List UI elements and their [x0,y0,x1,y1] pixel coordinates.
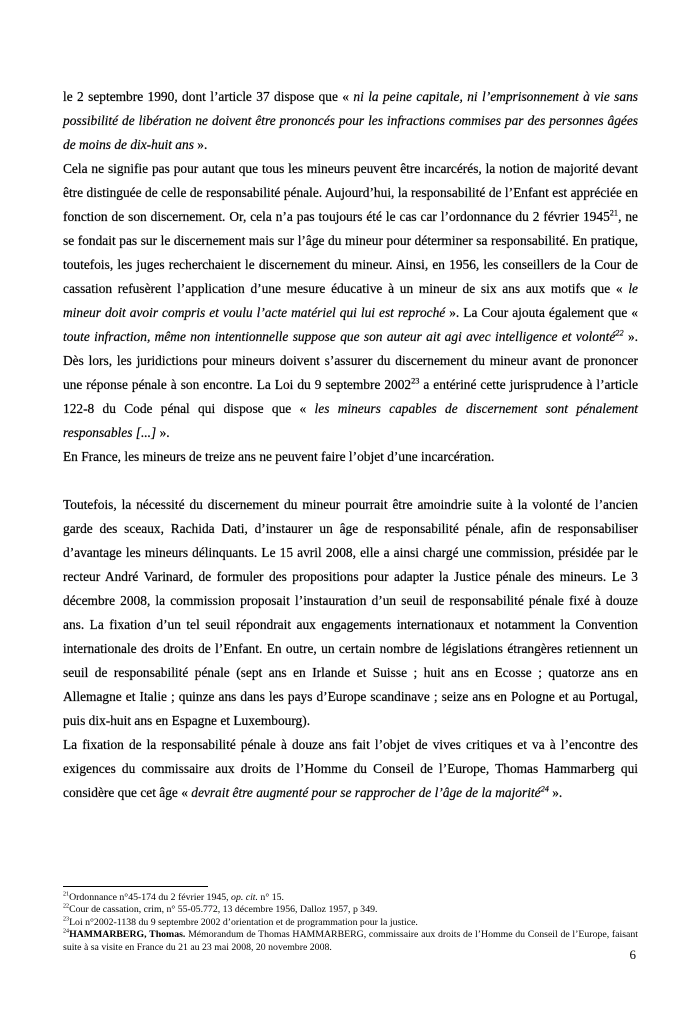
paragraph-intro [63,85,638,157]
footnote-text: Cour de cassation, crim, n° 55-05.772, 13 décembre 1956, Dalloz 1957, p 349. [69,904,378,916]
footnote-22 [63,904,638,916]
paragraph-gap [63,469,638,493]
footnote-21 [63,892,638,904]
text-run: Cela ne signifie pas pour autant que tous les mineurs peuvent être incarcérés, la notion de majorité devant être distinguée de celle de responsabilité pénale. Aujourd’hui, la responsabilité de l’Enfant est appréciée en fonction de son discernement. Or, cela n’a pas toujours été le cas car l’ordonnance du 2 février 1945 [63,161,638,224]
footnote-number: 21 [63,891,70,898]
text-run: le 2 septembre 1990, dont l’article 37 dispose que « [63,89,354,104]
quote-italic: toute infraction, même non intentionnelle suppose que son auteur ait agi avec intelligence et volonté [63,329,616,344]
paragraph-critiques [63,733,638,805]
footnote-ref-22: 22 [615,328,624,338]
footnote-separator [63,886,208,887]
footnote-text: n° 15. [257,892,284,903]
footnote-italic: op. cit. [231,892,258,903]
text-run: ». La Cour ajouta également que « [445,305,638,320]
text-run: ». Dès lors, les juridictions pour mineurs doivent s’assurer du discernement du mineur avant de prononcer une réponse pénale à son encontre. La Loi du 9 septembre 2002 [63,329,638,392]
quote-italic: devrait être augmenté pour se rapprocher de l’âge de la majorité [191,785,541,800]
paragraph-discernement [63,157,638,445]
quote-italic: le mineur doit avoir compris et voulu l’acte matériel qui lui est reproché [63,281,638,320]
footnote-ref-24: 24 [540,784,549,794]
text-run: ». [156,425,170,440]
footnote-text: Ordonnance n°45-174 du 2 février 1945, [69,892,232,903]
footnote-number: 23 [63,916,70,923]
footnote-ref-23: 23 [411,376,420,386]
footnotes-section [63,886,638,954]
text-run: a entériné cette jurisprudence à l’article 122-8 du Code pénal qui dispose que « [63,377,639,416]
text-run: ». [193,137,208,152]
page-number: 6 [629,947,636,962]
text-run: La fixation de la responsabilité pénale à douze ans fait l’objet de vives critiques et va à l’encontre des exigences du commissaire aux droits de l’Homme du Conseil de l’Europe, Thomas Hammarberg qui considère que cet âge « [63,737,638,800]
paragraph-treize-ans [63,445,638,469]
footnote-author-bold: HAMMARBERG, Thomas. [69,929,186,941]
text-run: En France, les mineurs de treize ans ne peuvent faire l’objet d’une incarcération. [63,449,495,464]
footnote-text: Loi n°2002-1138 du 9 septembre 2002 d’orientation et de programmation pour la justice. [69,916,418,928]
page-body [63,85,638,805]
footnote-text: Mémorandum de Thomas HAMMARBERG, commissaire aux droits de l’Homme du Conseil de l’Europe, faisant suite à sa visite en France du 21 au 23 mai 2008, 20 novembre 2008. [63,929,638,953]
footnote-24 [63,929,638,954]
text-run: Toutefois, la nécessité du discernement du mineur pourrait être amoindrie suite à la volonté de l’ancien garde des sceaux, Rachida Dati, d’instaurer un âge de responsabilité pénale, afin de responsabiliser d’avantage les mineurs délinquants. Le 15 avril 2008, elle a ainsi chargé une commission, présidée par le recteur André Varinard, de formuler des propositions pour adapter la Justice pénale des mineurs. Le 3 décembre 2008, la commission proposait l’instauration d’un seuil de responsabilité pénale fixé à douze ans. La fixation d’un tel seuil répondrait aux engagements internationaux et notamment la Convention internationale des droits de l’Enfant. En outre, un certain nombre de législations étrangères retiennent un seuil de responsabilité pénale (sept ans en Irlande et Suisse ; huit ans en Ecosse ; quatorze ans en Allemagne et Italie ; quinze ans dans les pays d’Europe scandinave ; seize ans en Pologne et au Portugal, puis dix-huit ans en Espagne et Luxembourg). [63,497,638,728]
quote-italic: les mineurs capables de discernement sont pénalement responsables [...] [63,401,638,440]
text-run: ». [548,785,563,800]
footnote-number: 24 [63,928,70,935]
footnote-number: 22 [63,904,70,911]
footnote-ref-21: 21 [609,208,619,218]
text-run: , ne se fondait pas sur le discernement mais sur l’âge du mineur pour déterminer sa responsabilité. En pratique, toutefois, les juges recherchaient le discernement du mineur. Ainsi, en 1956, les conseillers de la Cour de cassation refusèrent l’application d’une mesure éducative à un mineur de six ans aux motifs que « [63,209,638,296]
paragraph-commission-varinard [63,493,638,733]
footnote-23 [63,917,638,929]
quote-italic: ni la peine capitale, ni l’emprisonnement à vie sans possibilité de libération ne doivent être prononcés pour les infractions commises par des personnes âgées de moins de dix-huit ans [63,89,638,152]
